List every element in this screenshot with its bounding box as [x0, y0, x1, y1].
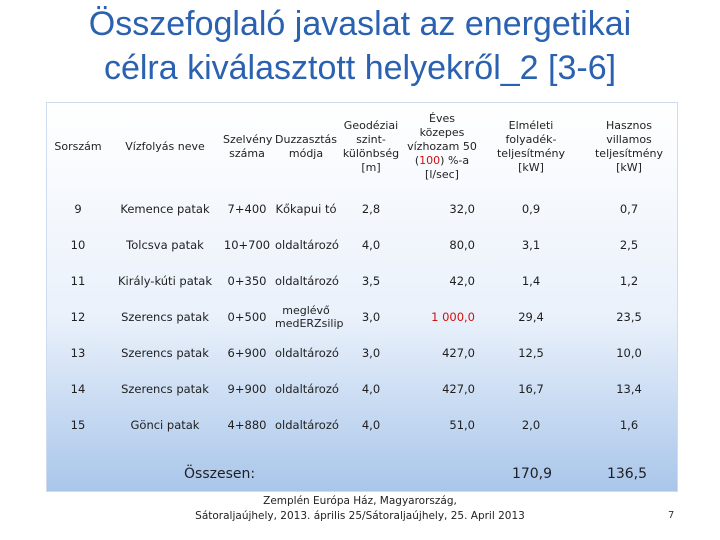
cell-hasz: 1,6: [619, 418, 639, 432]
cell-elm: 0,9: [521, 202, 541, 216]
title-line-1: Összefoglaló javaslat az energetikai: [88, 5, 632, 43]
cell-eves: 42,0: [449, 274, 475, 288]
cell-geo: 4,0: [361, 418, 381, 432]
cell-duzz: oldaltározó: [275, 274, 339, 288]
table-row: [47, 263, 677, 299]
cell-sorszam: 15: [70, 418, 86, 432]
cell-elm: 16,7: [518, 382, 544, 396]
cell-nev: Tolcsva patak: [126, 238, 204, 252]
header-eves-suffix: ) %-a [l/sec]: [425, 154, 470, 181]
cell-eves: 51,0: [449, 418, 475, 432]
cell-duzz: Kőkapui tó: [275, 202, 337, 216]
cell-eves: 32,0: [449, 202, 475, 216]
cell-hasz: 0,7: [619, 202, 639, 216]
footer-line-1: Zemplén Európa Ház, Magyarország,: [263, 495, 457, 507]
cell-elm: 2,0: [521, 418, 541, 432]
total-label: Összesen:: [184, 466, 256, 482]
cell-szelveny: 9+900: [227, 382, 267, 396]
header-eves-prefix: Éves közepes vízhozam 50 (: [407, 112, 477, 167]
footer-line-2: Sátoraljaújhely, 2013. április 25/Sátoraljaújhely, 25. April 2013: [195, 510, 525, 522]
cell-nev: Szerencs patak: [121, 346, 209, 360]
table-header-row: [47, 103, 677, 191]
cell-sorszam: 14: [70, 382, 86, 396]
cell-elm: 1,4: [521, 274, 541, 288]
cell-elm: 29,4: [518, 310, 544, 324]
cell-szelveny: 7+400: [227, 202, 267, 216]
cell-eves: 427,0: [442, 346, 475, 360]
header-elmeleti: Elméleti folyadék-teljesítmény [kW]: [496, 119, 566, 174]
cell-sorszam: 13: [70, 346, 86, 360]
cell-hasz: 10,0: [616, 346, 642, 360]
cell-nev: Szerencs patak: [121, 310, 209, 324]
cell-duzz: oldaltározó: [275, 346, 339, 360]
page-number: 7: [668, 510, 675, 521]
cell-hasz: 23,5: [616, 310, 642, 324]
cell-geo: 2,8: [361, 202, 381, 216]
header-eves: [403, 103, 481, 191]
cell-szelveny: 0+350: [227, 274, 267, 288]
cell-eves: 1 000,0: [431, 310, 475, 324]
cell-duzz: meglévő medERZsilip: [275, 304, 344, 330]
cell-hasz: 2,5: [619, 238, 639, 252]
title-line-2: célra kiválasztott helyekről_2 [3-6]: [103, 49, 617, 87]
slide-title: [0, 2, 720, 90]
cell-geo: 3,5: [361, 274, 381, 288]
table-row: [47, 227, 677, 263]
header-eves-red: 100: [419, 154, 441, 167]
cell-nev: Gönci patak: [130, 418, 200, 432]
cell-sorszam: 11: [70, 274, 86, 288]
summary-table-container: [46, 102, 678, 492]
table-row: [47, 335, 677, 371]
cell-sorszam: 9: [74, 202, 82, 216]
cell-elm: 3,1: [521, 238, 541, 252]
table-row: [47, 407, 677, 443]
cell-duzz: oldaltározó: [275, 238, 339, 252]
cell-duzz: oldaltározó: [275, 382, 339, 396]
cell-sorszam: 12: [70, 310, 86, 324]
header-sorszam: Sorszám: [54, 140, 102, 153]
table-row: [47, 299, 677, 335]
total-elmeleti: 170,9: [511, 466, 553, 482]
cell-duzz: oldaltározó: [275, 418, 339, 432]
cell-hasz: 1,2: [619, 274, 639, 288]
total-hasznos: 136,5: [606, 466, 648, 482]
cell-nev: Szerencs patak: [121, 382, 209, 396]
cell-szelveny: 0+500: [227, 310, 267, 324]
cell-elm: 12,5: [518, 346, 544, 360]
table-row: [47, 191, 677, 227]
summary-table: [47, 103, 677, 443]
cell-nev: Kemence patak: [120, 202, 210, 216]
cell-hasz: 13,4: [616, 382, 642, 396]
cell-geo: 4,0: [361, 238, 381, 252]
header-duzzasztas: Duzzasztás módja: [275, 133, 338, 160]
cell-eves: 427,0: [442, 382, 475, 396]
cell-geo: 3,0: [361, 310, 381, 324]
cell-szelveny: 4+880: [227, 418, 267, 432]
header-vizfolyas: Vízfolyás neve: [125, 140, 205, 153]
cell-eves: 80,0: [449, 238, 475, 252]
cell-geo: 4,0: [361, 382, 381, 396]
footer: [180, 494, 540, 524]
header-szelveny: Szelvény száma: [223, 133, 273, 160]
header-hasznos: Hasznos villamos teljesítmény [kW]: [594, 119, 664, 174]
table-row: [47, 371, 677, 407]
cell-sorszam: 10: [70, 238, 86, 252]
cell-szelveny: 6+900: [227, 346, 267, 360]
cell-szelveny: 10+700: [223, 238, 271, 252]
cell-nev: Király-kúti patak: [118, 274, 212, 288]
cell-geo: 3,0: [361, 346, 381, 360]
header-geodeziai: Geodéziai szint-különbség [m]: [342, 119, 400, 174]
